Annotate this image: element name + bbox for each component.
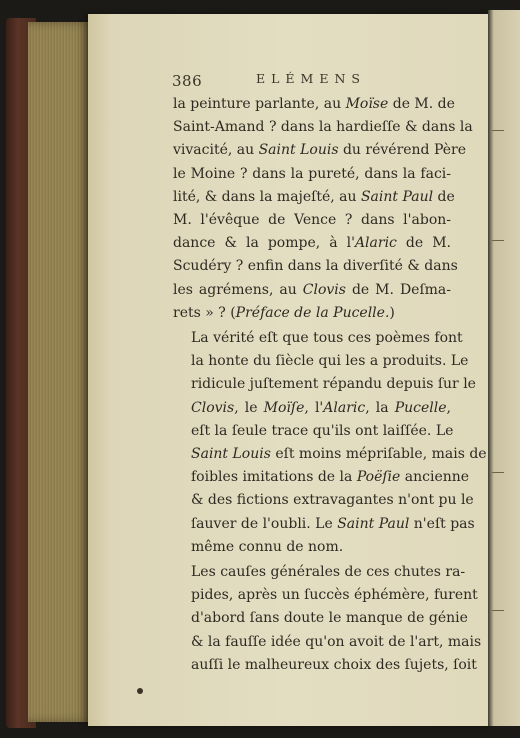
italic-title: Clovis [191,399,235,416]
text-line [173,209,451,232]
text-run: d'abord ſans doute le manque de génie [191,610,468,627]
text-run: M. l'évêque de Vence ? dans l'abon- [173,212,451,229]
text-line [173,536,451,559]
text-line [173,232,451,255]
text-run: & des fictions extravagantes n'ont pu le [191,492,474,509]
italic-title: Préface de la Pucelle. [235,304,390,321]
text-run: foibles imitations de la [191,469,357,486]
text-line [173,279,451,302]
italic-title: Alaric [354,235,397,252]
paragraph-2 [173,327,487,559]
body-text [173,93,487,677]
text-run: la honte du ſiècle qui les a produits. Le [191,353,469,370]
text-run: Saint-Amand ? dans la hardieſſe & dans la [173,119,473,136]
text-run: le Moine ? dans la pureté, dans la faci- [173,165,451,182]
facing-page-edge [488,10,520,726]
text-line [173,397,451,420]
text-run: & la fauſſe idée qu'on avoit de l'art, mais [191,633,482,650]
text-line [173,139,467,162]
text-run: de M. de [388,96,455,112]
text-run: Les cauſes générales de ces chutes ra- [191,564,466,581]
text-run: n'eſt pas [409,515,475,532]
text-run: , [446,399,451,416]
text-line [173,255,458,278]
text-line [173,93,455,116]
text-line [173,466,470,489]
text-line [173,302,451,325]
italic-title: Poëſie [356,469,401,486]
text-run: pides, après un ſuccès éphémère, furent [191,587,478,604]
text-line [173,163,451,186]
text-run: eſt moins mépriſable, mais de [270,446,487,463]
italic-title: Saint Louis [258,142,339,159]
text-run: lité, & dans la majeſté, au [173,188,361,205]
ink-spot [137,688,143,694]
italic-title: Moïse [345,96,389,112]
paragraph-1 [173,93,473,325]
page-number: 386 [172,72,203,90]
page-mark [492,130,504,131]
text-run: du révérend Père [338,142,467,159]
text-run: de M. Deſma- [345,281,451,298]
text-run: eſt la ſeule trace qu'ils ont laiſſée. Le [191,422,454,439]
text-line [173,631,482,654]
italic-title: Saint Louis [191,446,271,463]
text-run: , le [234,399,264,416]
text-run: , l' [304,399,324,416]
text-line [173,443,487,466]
text-run: ) [389,304,395,321]
text-line [173,513,475,536]
text-line [173,327,463,350]
text-run: vivacité, au [173,142,259,159]
text-line [173,186,455,209]
text-run: ridicule juſtement répandu depuis ſur le [191,376,476,393]
text-line [173,654,477,677]
text-line [173,584,478,607]
text-run: auſſi le malheureux choix des ſujets, ſoit [191,656,477,673]
text-line [173,607,468,630]
text-run: même connu de nom. [191,538,344,555]
text-line [173,489,474,512]
italic-title: Alaric [323,399,366,416]
text-run: , la [365,399,395,416]
page-mark [492,472,504,473]
text-line [173,373,476,396]
text-line [173,561,466,584]
text-run: ſauver de l'oubli. Le [191,515,338,532]
italic-title: Clovis [302,281,346,298]
text-run: ancienne [400,469,470,486]
text-run: de [433,188,455,205]
text-run: les agrémens, au [173,281,303,298]
text-run: La vérité eſt que tous ces poèmes font [191,330,463,347]
page-edges [28,22,90,722]
text-run: dance & la pompe, à l' [173,235,355,252]
text-run: rets » ? ( [173,304,236,321]
text-line [173,116,473,139]
page-mark [492,610,504,611]
italic-title: Saint Paul [337,515,410,532]
text-line [173,350,469,373]
text-run: Scudéry ? enfin dans la diverſité & dans [173,258,458,275]
text-line [173,420,454,443]
page-mark [492,240,504,241]
text-run: de M. [396,235,451,252]
paragraph-3 [173,561,482,677]
text-run: la peinture parlante, au [173,96,346,112]
running-title: ELÉMENS [256,71,366,86]
italic-title: Saint Paul [360,188,434,205]
italic-title: Pucelle [394,399,447,416]
italic-title: Moïſe [263,399,305,416]
